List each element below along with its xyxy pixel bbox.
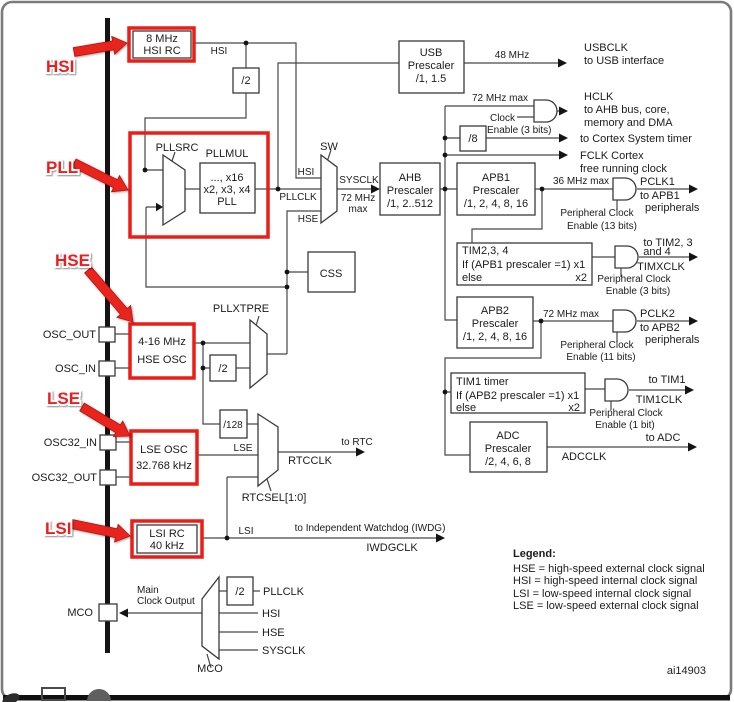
tim1clk-and-gate [605, 379, 628, 401]
legend-line-lsi: LSI = low-speed internal clock signal [513, 588, 692, 600]
tim1-dest-label: to TIM1 [648, 374, 686, 386]
pclk1-dest-line1: to APB1 [640, 190, 680, 202]
hclk-dest-line1: to AHB bus, core, [584, 104, 670, 116]
pclk2-and-gate [613, 310, 636, 332]
mco-div2-label: /2 [235, 586, 245, 598]
pclk1-enable-line1: Peripheral Clock [560, 208, 634, 219]
lse-osc-line2: 32.768 kHz [136, 460, 192, 472]
pclk1-label: PCLK1 [640, 176, 675, 188]
hsi-rc-line1: 8 MHz [146, 33, 178, 45]
mco-main-line1: Main [137, 585, 159, 596]
iwdgclk-label: IWDGCLK [366, 542, 418, 554]
fclk-line2: free running clock [580, 163, 667, 175]
hse-callout-label: HSE [55, 251, 90, 270]
mco-hse-label: HSE [262, 627, 285, 639]
hse-div2-label: /2 [218, 363, 228, 375]
timx-enable-line1: Peripheral Clock [597, 274, 671, 285]
tim234-line3: else [462, 272, 483, 284]
timx-dest-line1: to TIM2, 3 [643, 237, 693, 249]
osc32-in-pad [100, 435, 116, 450]
pllxtpre-label: PLLXTPRE [212, 303, 270, 315]
tim1-x2: x2 [568, 402, 580, 414]
tim1-enable-line2: Enable (1 bit) [595, 420, 655, 431]
sw-hsi-label: HSI [297, 167, 315, 178]
hsi-div2-label: /2 [241, 75, 251, 87]
mco-mux-label: MCO [197, 663, 223, 675]
tim1-line3: else [456, 402, 477, 414]
div128-label: /128 [223, 420, 243, 431]
tim234-line2: If (APB1 prescaler =1) x1 [462, 259, 586, 271]
mco-pad [99, 604, 117, 621]
timx-enable-line2: Enable (3 bits) [605, 286, 671, 297]
pllclk-label: PLLCLK [279, 192, 317, 203]
pclk2-enable-line1: Peripheral Clock [560, 340, 634, 351]
adc-line2: Prescaler [484, 443, 532, 455]
legend-line-hsi: HSI = high-speed internal clock signal [513, 575, 698, 587]
usb-presc-line2: Prescaler [407, 60, 455, 72]
lsi-rc-line2: 40 kHz [149, 540, 185, 552]
hsi-callout-label: HSI [46, 57, 75, 76]
pclk2-enable-line2: Enable (11 bits) [566, 352, 636, 363]
pllmul-line3: PLL [217, 196, 237, 208]
osc32-out-label: OSC32_OUT [31, 472, 97, 484]
hclk-enable-line1: Clock [489, 113, 515, 124]
sw-hse-label: HSE [297, 214, 319, 225]
pll-callout-label: PLL [46, 158, 79, 177]
sysclk-max-line1: 72 MHz [340, 193, 376, 204]
pllsrc-label: PLLSRC [155, 142, 199, 154]
mco-main-line2: Clock Output [137, 596, 195, 607]
mco-pin-label: MCO [67, 607, 93, 619]
usb-presc-line3: /1, 1.5 [415, 73, 447, 85]
hclk-enable-line2: Enable (3 bits) [487, 125, 552, 136]
hclk-max-label: 72 MHz max [471, 93, 529, 104]
lsi-signal-label: LSI [238, 526, 254, 537]
rtcclk-label: RTCCLK [288, 455, 332, 467]
osc32-in-label: OSC32_IN [43, 437, 97, 449]
adcclk-label: ADCCLK [561, 451, 607, 463]
apb2-line2: Prescaler [471, 318, 519, 330]
lsi-callout-label: LSI [45, 519, 72, 538]
apb2-line3: /1, 2, 4, 8, 16 [462, 331, 528, 343]
div8-label: /8 [468, 133, 478, 145]
pclk2-max-label: 72 MHz max [542, 309, 600, 320]
pclk2-label: PCLK2 [640, 308, 675, 320]
pclk1-dest-line2: peripherals [645, 202, 700, 214]
apb1-line2: Prescaler [472, 185, 520, 197]
legend-title: Legend: [513, 548, 556, 560]
pllmul-line2: x2, x3, x4 [203, 184, 251, 196]
tim1clk-label: TIM1CLK [635, 394, 683, 406]
tim234-x2: x2 [575, 272, 587, 284]
hse-osc-line2: HSE OSC [137, 354, 187, 366]
sysclk-label: SYSCLK [339, 175, 379, 186]
hclk-and-gate [534, 100, 557, 122]
sw-mux-label: SW [320, 141, 338, 153]
rtcsel-label: RTCSEL[1:0] [241, 492, 307, 504]
hsi-signal-label: HSI [210, 46, 228, 57]
apb2-line1: APB2 [480, 305, 510, 317]
fclk-line1: FCLK Cortex [580, 150, 644, 162]
usb-presc-line1: USB [419, 47, 443, 59]
pclk2-dest-line2: peripherals [645, 334, 700, 346]
adc-dest-label: to ADC [645, 432, 681, 444]
pclk2-dest-line1: to APB2 [640, 322, 680, 334]
pllmul-label: PLLMUL [205, 148, 249, 160]
cortex-timer-label: to Cortex System timer [580, 133, 692, 145]
osc-in-label: OSC_IN [55, 363, 96, 375]
lse-signal-label: LSE [233, 443, 253, 454]
hclk-label: HCLK [584, 91, 614, 103]
hsi-rc-line2: HSI RC [143, 45, 181, 57]
tim234-line1: TIM2,3, 4 [462, 245, 509, 257]
apb1-line1: APB1 [481, 172, 511, 184]
ahb-line1: AHB [398, 172, 422, 184]
mco-pllclk-label: PLLCLK [263, 586, 304, 598]
tim1-line1: TIM1 timer [456, 376, 509, 388]
hse-osc-line1: 4-16 MHz [138, 336, 186, 348]
osc-out-label: OSC_OUT [42, 329, 96, 341]
ahb-line3: /1, 2..512 [387, 198, 433, 210]
figure-id: ai14903 [666, 665, 706, 677]
mco-hsi-label: HSI [262, 608, 281, 620]
sysclk-max-line2: max [348, 204, 368, 215]
timx-dest-line2: and 4 [643, 246, 671, 258]
usbclk-label: USBCLK [584, 42, 629, 54]
hclk-dest-line2: memory and DMA [584, 117, 673, 129]
ahb-line2: Prescaler [386, 185, 434, 197]
osc-out-pad [99, 327, 115, 342]
pclk1-and-gate [613, 178, 636, 200]
rtc-dest-label: to RTC [341, 437, 373, 448]
css-label: CSS [319, 268, 343, 280]
apb1-line3: /1, 2, 4, 8, 16 [463, 198, 529, 210]
adc-line3: /2, 4, 6, 8 [485, 456, 531, 468]
legend-line-lse: LSE = low-speed external clock signal [513, 600, 699, 612]
lse-osc-line1: LSE OSC [140, 444, 188, 456]
sw-mux [321, 155, 337, 223]
pclk1-enable-line2: Enable (13 bits) [566, 221, 638, 232]
bottom-toolbar-edge [3, 695, 730, 701]
pclk1-max-label: 36 MHz max [552, 176, 610, 187]
timxclk-and-gate [615, 246, 638, 268]
tim1-line2: If (APB2 prescaler =1) x1 [456, 390, 580, 402]
adc-line1: ADC [496, 430, 520, 442]
osc-in-pad [99, 361, 115, 376]
lse-callout-label: LSE [47, 389, 81, 408]
legend-line-hse: HSE = high-speed external clock signal [513, 563, 705, 575]
mco-sysclk-label: SYSCLK [262, 645, 306, 657]
lsi-rc-line1: LSI RC [149, 528, 185, 540]
osc32-out-pad [100, 470, 116, 485]
usb-48mhz-label: 48 MHz [494, 50, 530, 61]
usb-dest-label: to USB interface [584, 55, 665, 67]
timxclk-label: TIMXCLK [637, 261, 685, 273]
pllmul-line1: ..., x16 [210, 172, 244, 184]
iwdg-dest-label: to Independent Watchdog (IWDG) [294, 523, 446, 534]
tim1-enable-line1: Peripheral Clock [589, 408, 663, 419]
